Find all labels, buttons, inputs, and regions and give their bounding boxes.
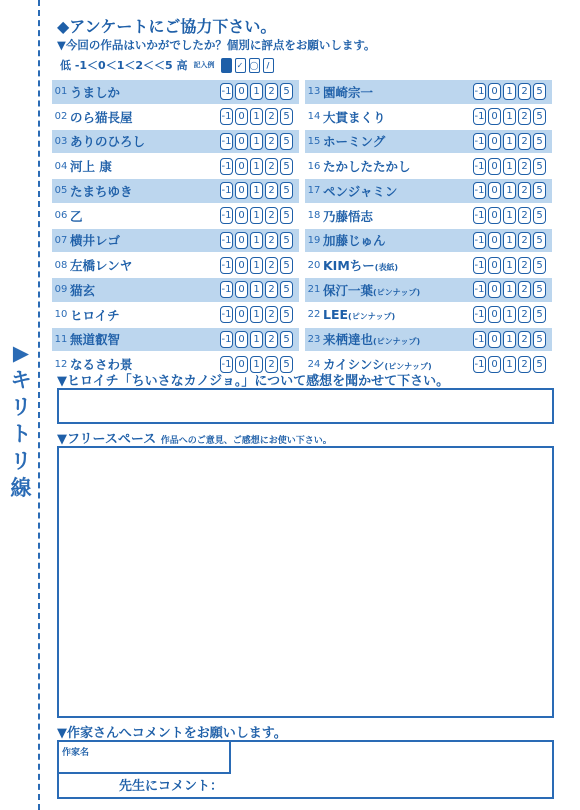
score-option[interactable]: -1 bbox=[473, 108, 486, 125]
rating-row bbox=[305, 80, 552, 105]
work-name-text: 左橋レンヤ bbox=[70, 258, 133, 274]
score-option[interactable]: -1 bbox=[220, 356, 233, 373]
score-option[interactable]: 5 bbox=[280, 158, 293, 175]
rating-row bbox=[305, 204, 552, 229]
work-number: 24 bbox=[307, 358, 321, 370]
work-name-text: KIMちー bbox=[323, 258, 375, 274]
score-option[interactable]: -1 bbox=[473, 182, 486, 199]
score-option[interactable]: 2 bbox=[518, 133, 531, 150]
score-options bbox=[220, 133, 299, 150]
cut-line bbox=[38, 0, 40, 810]
score-option[interactable]: 5 bbox=[533, 158, 546, 175]
work-name bbox=[70, 157, 220, 175]
score-option[interactable]: 1 bbox=[250, 207, 263, 224]
rating-row bbox=[305, 328, 552, 353]
score-option[interactable]: 1 bbox=[503, 158, 516, 175]
work-name bbox=[70, 306, 220, 324]
score-option[interactable]: 1 bbox=[503, 281, 516, 298]
score-options bbox=[473, 356, 552, 373]
score-option[interactable]: 1 bbox=[503, 232, 516, 249]
work-number: 01 bbox=[54, 86, 68, 98]
work-name-text: たかしたたかし bbox=[323, 159, 411, 175]
score-option[interactable]: 5 bbox=[533, 207, 546, 224]
work-name-text: たまちゆき bbox=[70, 183, 133, 199]
score-option[interactable]: 1 bbox=[250, 281, 263, 298]
rating-row bbox=[52, 204, 299, 229]
score-option[interactable]: 2 bbox=[265, 306, 278, 323]
work-number: 21 bbox=[307, 284, 321, 296]
score-option[interactable]: 0 bbox=[488, 182, 501, 199]
rating-row bbox=[305, 229, 552, 254]
work-number: 14 bbox=[307, 111, 321, 123]
score-option[interactable]: 5 bbox=[280, 108, 293, 125]
score-option[interactable]: 2 bbox=[265, 207, 278, 224]
score-options bbox=[220, 207, 299, 224]
score-option[interactable]: 5 bbox=[533, 108, 546, 125]
score-option[interactable]: 2 bbox=[265, 158, 278, 175]
work-name bbox=[323, 281, 473, 299]
score-option[interactable]: -1 bbox=[220, 182, 233, 199]
work-name-text: カイシンシ bbox=[323, 357, 385, 373]
score-option[interactable]: -1 bbox=[473, 83, 486, 100]
work-name-text: 大貫まくり bbox=[323, 109, 386, 125]
work-name-note: (ピンナップ) bbox=[373, 337, 421, 347]
score-option[interactable]: -1 bbox=[220, 133, 233, 150]
work-name bbox=[323, 207, 473, 225]
score-option[interactable]: 0 bbox=[235, 158, 248, 175]
score-option[interactable]: 0 bbox=[488, 281, 501, 298]
work-number: 03 bbox=[54, 135, 68, 147]
score-options bbox=[473, 331, 552, 348]
score-option[interactable]: 2 bbox=[265, 281, 278, 298]
score-option[interactable]: 1 bbox=[503, 133, 516, 150]
legend-example bbox=[221, 58, 274, 73]
work-number: 13 bbox=[307, 86, 321, 98]
score-option[interactable]: 2 bbox=[265, 356, 278, 373]
score-option[interactable]: 1 bbox=[250, 182, 263, 199]
rating-column-right bbox=[305, 80, 552, 377]
work-name bbox=[323, 157, 473, 175]
work-name bbox=[323, 307, 473, 322]
work-number: 07 bbox=[54, 234, 68, 246]
work-number: 02 bbox=[54, 111, 68, 123]
score-option[interactable]: 0 bbox=[235, 182, 248, 199]
score-option[interactable]: 2 bbox=[265, 331, 278, 348]
work-name bbox=[323, 330, 473, 348]
score-option[interactable]: 2 bbox=[265, 232, 278, 249]
score-option[interactable]: 5 bbox=[280, 83, 293, 100]
work-number: 08 bbox=[54, 259, 68, 271]
score-option[interactable]: 0 bbox=[488, 306, 501, 323]
score-option[interactable]: 2 bbox=[518, 281, 531, 298]
work-name bbox=[70, 182, 220, 200]
rating-row bbox=[52, 130, 299, 155]
work-name bbox=[70, 330, 220, 348]
score-option[interactable]: 0 bbox=[488, 108, 501, 125]
work-name bbox=[323, 231, 473, 249]
score-option[interactable]: -1 bbox=[473, 158, 486, 175]
work-name bbox=[323, 182, 473, 200]
example-slash-mark: / bbox=[263, 58, 274, 73]
score-option[interactable]: 2 bbox=[265, 182, 278, 199]
score-option[interactable]: -1 bbox=[220, 207, 233, 224]
work-number: 11 bbox=[54, 333, 68, 345]
work-name bbox=[70, 281, 220, 299]
score-option[interactable]: 1 bbox=[503, 207, 516, 224]
score-option[interactable]: -1 bbox=[220, 257, 233, 274]
work-number: 04 bbox=[54, 160, 68, 172]
score-options bbox=[473, 108, 552, 125]
score-option[interactable]: 5 bbox=[533, 133, 546, 150]
score-option[interactable]: 1 bbox=[250, 232, 263, 249]
score-options bbox=[473, 306, 552, 323]
score-options bbox=[473, 207, 552, 224]
score-option[interactable]: -1 bbox=[473, 306, 486, 323]
score-option[interactable]: 2 bbox=[518, 331, 531, 348]
q2-title bbox=[57, 428, 332, 447]
score-option[interactable]: -1 bbox=[473, 133, 486, 150]
score-option[interactable]: 1 bbox=[250, 158, 263, 175]
work-name bbox=[323, 132, 473, 150]
rating-row bbox=[305, 130, 552, 155]
score-option[interactable]: 5 bbox=[280, 356, 293, 373]
score-option[interactable]: 1 bbox=[503, 331, 516, 348]
score-option[interactable]: 2 bbox=[518, 108, 531, 125]
score-option[interactable]: 0 bbox=[488, 158, 501, 175]
score-options bbox=[220, 83, 299, 100]
score-option[interactable]: 5 bbox=[280, 232, 293, 249]
rating-row bbox=[52, 105, 299, 130]
example-filled-mark bbox=[221, 58, 232, 73]
score-option[interactable]: 1 bbox=[503, 83, 516, 100]
work-name-text: ホーミング bbox=[323, 134, 386, 150]
score-option[interactable]: 0 bbox=[235, 281, 248, 298]
score-option[interactable]: 2 bbox=[518, 83, 531, 100]
score-option[interactable]: 5 bbox=[280, 331, 293, 348]
score-options bbox=[473, 83, 552, 100]
score-option[interactable]: 1 bbox=[250, 257, 263, 274]
example-check-mark: ✓ bbox=[235, 58, 246, 73]
score-option[interactable]: 5 bbox=[533, 232, 546, 249]
rating-row bbox=[52, 229, 299, 254]
work-number: 15 bbox=[307, 135, 321, 147]
example-circle-mark: ◯ bbox=[249, 58, 260, 73]
free-space-box[interactable] bbox=[57, 446, 554, 718]
work-number: 05 bbox=[54, 185, 68, 197]
work-number: 18 bbox=[307, 210, 321, 222]
score-options bbox=[473, 257, 552, 274]
work-name-text: 猫玄 bbox=[70, 282, 96, 298]
score-option[interactable]: -1 bbox=[220, 83, 233, 100]
score-option[interactable]: 2 bbox=[265, 257, 278, 274]
work-number: 22 bbox=[307, 309, 321, 321]
author-name-field[interactable] bbox=[59, 742, 231, 774]
legend-example-label: 記入例 bbox=[193, 61, 215, 69]
score-option[interactable]: 0 bbox=[488, 257, 501, 274]
score-options bbox=[220, 232, 299, 249]
score-option[interactable]: 2 bbox=[265, 133, 278, 150]
score-option[interactable]: 1 bbox=[250, 83, 263, 100]
score-option[interactable]: 1 bbox=[503, 356, 516, 373]
rating-row bbox=[305, 154, 552, 179]
score-option[interactable]: 5 bbox=[280, 182, 293, 199]
work-name-text: 保汀一葉 bbox=[323, 282, 374, 298]
rating-row bbox=[305, 179, 552, 204]
work-name-text: ペンジャミン bbox=[323, 183, 398, 199]
score-option[interactable]: -1 bbox=[473, 232, 486, 249]
work-name-text: 河上 康 bbox=[70, 159, 112, 175]
rating-row bbox=[305, 303, 552, 328]
work-number: 12 bbox=[54, 358, 68, 370]
work-name-text: のら猫長屋 bbox=[70, 109, 133, 125]
author-comment-box bbox=[57, 740, 554, 799]
work-name-text: ありのひろし bbox=[70, 134, 146, 150]
rating-column-left bbox=[52, 80, 299, 377]
score-option[interactable]: 0 bbox=[235, 356, 248, 373]
author-name-label: 作家名 bbox=[62, 748, 90, 758]
score-option[interactable]: -1 bbox=[220, 281, 233, 298]
work-name-text: 乃藤悟志 bbox=[323, 208, 374, 224]
score-option[interactable]: 1 bbox=[503, 108, 516, 125]
score-option[interactable]: 5 bbox=[533, 83, 546, 100]
score-option[interactable]: 0 bbox=[235, 83, 248, 100]
work-number: 17 bbox=[307, 185, 321, 197]
rating-row bbox=[52, 303, 299, 328]
rating-row bbox=[52, 179, 299, 204]
rating-row bbox=[52, 253, 299, 278]
score-option[interactable]: -1 bbox=[473, 207, 486, 224]
score-options bbox=[220, 108, 299, 125]
work-name bbox=[70, 132, 220, 150]
survey-title: ◆アンケートにご協力下さい。 bbox=[57, 17, 277, 36]
work-name bbox=[70, 256, 220, 274]
score-option[interactable]: 0 bbox=[235, 133, 248, 150]
rating-row bbox=[305, 278, 552, 303]
work-name-text: ヒロイチ bbox=[70, 307, 120, 323]
score-option[interactable]: 0 bbox=[488, 331, 501, 348]
rating-row bbox=[305, 253, 552, 278]
score-option[interactable]: 0 bbox=[235, 257, 248, 274]
score-options bbox=[220, 281, 299, 298]
work-name-note: (ピンナップ) bbox=[384, 362, 432, 372]
work-name-text: なるさわ景 bbox=[70, 357, 133, 373]
legend-scale: 低 -1＜0＜1＜2＜＜5 高 bbox=[60, 59, 188, 72]
work-name-note: (表紙) bbox=[374, 263, 399, 273]
score-option[interactable]: 0 bbox=[235, 207, 248, 224]
work-name-note: (ピンナップ) bbox=[348, 312, 396, 322]
rating-row bbox=[52, 154, 299, 179]
survey-subtitle: ▼今回の作品はいかがでしたか？個別に評点をお願いします。 bbox=[57, 38, 376, 52]
score-option[interactable]: 0 bbox=[488, 356, 501, 373]
score-option[interactable]: 0 bbox=[235, 331, 248, 348]
score-option[interactable]: 0 bbox=[488, 232, 501, 249]
score-option[interactable]: 2 bbox=[518, 207, 531, 224]
score-option[interactable]: -1 bbox=[220, 108, 233, 125]
score-option[interactable]: 1 bbox=[250, 306, 263, 323]
score-option[interactable]: 5 bbox=[280, 281, 293, 298]
q1-title: ▼ヒロイチ「ちいさなカノジョ。」について感想を聞かせて下さい。 bbox=[57, 374, 450, 389]
score-option[interactable]: 0 bbox=[235, 306, 248, 323]
score-option[interactable]: -1 bbox=[473, 281, 486, 298]
work-number: 06 bbox=[54, 210, 68, 222]
work-name-text: 来栖達也 bbox=[323, 332, 374, 348]
work-name bbox=[70, 231, 220, 249]
work-number: 19 bbox=[307, 234, 321, 246]
score-option[interactable]: 5 bbox=[533, 306, 546, 323]
score-options bbox=[220, 331, 299, 348]
score-option[interactable]: 2 bbox=[518, 232, 531, 249]
rating-row bbox=[305, 105, 552, 130]
score-option[interactable]: 1 bbox=[503, 257, 516, 274]
score-option[interactable]: 2 bbox=[518, 182, 531, 199]
work-number: 10 bbox=[54, 309, 68, 321]
rating-row bbox=[52, 328, 299, 353]
work-name bbox=[70, 207, 220, 225]
score-option[interactable]: 5 bbox=[533, 257, 546, 274]
score-option[interactable]: -1 bbox=[220, 306, 233, 323]
work-name-text: 園崎宗一 bbox=[323, 84, 374, 100]
work-name-text: 横井レゴ bbox=[70, 233, 121, 249]
score-options bbox=[473, 182, 552, 199]
work-name-text: 加藤じゅん bbox=[323, 233, 386, 249]
score-option[interactable]: -1 bbox=[473, 356, 486, 373]
work-number: 16 bbox=[307, 160, 321, 172]
score-option[interactable]: 1 bbox=[250, 108, 263, 125]
score-option[interactable]: -1 bbox=[220, 331, 233, 348]
score-option[interactable]: 0 bbox=[488, 133, 501, 150]
q2-note: 作品へのご意見、ご感想にお使い下さい。 bbox=[160, 436, 332, 446]
score-options bbox=[220, 306, 299, 323]
score-option[interactable]: -1 bbox=[220, 232, 233, 249]
score-option[interactable]: -1 bbox=[220, 158, 233, 175]
work-name bbox=[323, 108, 473, 126]
score-option[interactable]: 5 bbox=[280, 306, 293, 323]
score-option[interactable]: 0 bbox=[488, 207, 501, 224]
score-option[interactable]: 5 bbox=[280, 257, 293, 274]
work-name bbox=[70, 83, 220, 101]
score-option[interactable]: 5 bbox=[533, 331, 546, 348]
score-option[interactable]: 5 bbox=[533, 182, 546, 199]
work-name bbox=[323, 83, 473, 101]
score-option[interactable]: 0 bbox=[235, 108, 248, 125]
score-option[interactable]: -1 bbox=[473, 331, 486, 348]
score-option[interactable]: 5 bbox=[280, 133, 293, 150]
score-option[interactable]: 1 bbox=[503, 306, 516, 323]
score-options bbox=[220, 182, 299, 199]
q1-answer-box[interactable] bbox=[57, 388, 554, 424]
work-number: 23 bbox=[307, 333, 321, 345]
work-name-note: (ピンナップ) bbox=[373, 287, 421, 297]
score-options bbox=[220, 158, 299, 175]
score-options bbox=[473, 281, 552, 298]
score-option[interactable]: 5 bbox=[533, 356, 546, 373]
score-option[interactable]: 5 bbox=[280, 207, 293, 224]
score-options bbox=[473, 232, 552, 249]
work-number: 09 bbox=[54, 284, 68, 296]
score-option[interactable]: 2 bbox=[518, 257, 531, 274]
work-name-text: 無道叡智 bbox=[70, 332, 121, 348]
score-options bbox=[220, 257, 299, 274]
score-option[interactable]: 1 bbox=[250, 331, 263, 348]
work-name bbox=[70, 108, 220, 126]
work-name-text: 乙 bbox=[70, 208, 83, 224]
cut-label: ▶キリトリ線 bbox=[10, 341, 32, 500]
score-option[interactable]: 2 bbox=[518, 356, 531, 373]
score-option[interactable]: 2 bbox=[518, 158, 531, 175]
rating-table bbox=[52, 80, 552, 373]
score-option[interactable]: 5 bbox=[533, 281, 546, 298]
work-number: 20 bbox=[307, 259, 321, 271]
score-options bbox=[473, 158, 552, 175]
score-option[interactable]: -1 bbox=[473, 257, 486, 274]
rating-row bbox=[52, 278, 299, 303]
score-option[interactable]: 0 bbox=[488, 83, 501, 100]
work-name bbox=[323, 256, 473, 274]
score-option[interactable]: 1 bbox=[250, 133, 263, 150]
score-option[interactable]: 1 bbox=[250, 356, 263, 373]
rating-row bbox=[52, 80, 299, 105]
score-option[interactable]: 0 bbox=[235, 232, 248, 249]
q2-title-text: ▼フリースペース bbox=[57, 432, 157, 447]
score-option[interactable]: 2 bbox=[518, 306, 531, 323]
q3-title: ▼作家さんへコメントをお願いします。 bbox=[57, 726, 287, 741]
score-option[interactable]: 2 bbox=[265, 83, 278, 100]
work-name-text: うましか bbox=[70, 84, 121, 100]
work-name-text: LEE bbox=[323, 307, 349, 323]
comment-label: 先生にコメント： bbox=[119, 779, 224, 794]
score-legend bbox=[60, 57, 274, 73]
score-option[interactable]: 1 bbox=[503, 182, 516, 199]
score-options bbox=[473, 133, 552, 150]
score-option[interactable]: 2 bbox=[265, 108, 278, 125]
